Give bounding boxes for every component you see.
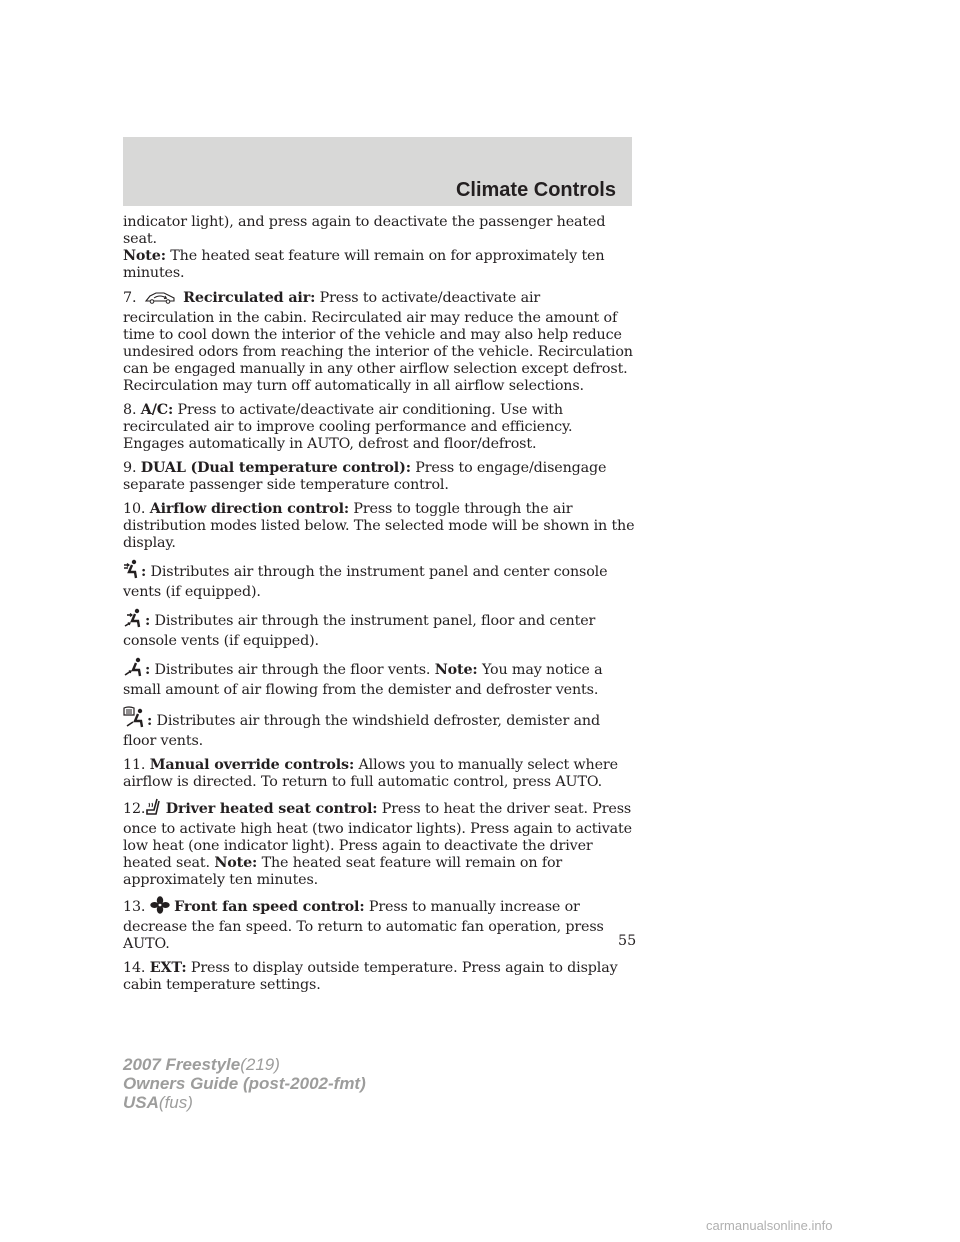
list-item-14	[123, 960, 635, 994]
item-number: 11.	[123, 757, 146, 773]
item-title: Manual override controls:	[149, 757, 355, 773]
list-item-12	[123, 798, 635, 889]
item-text: Press to heat the driver seat. Press once to activate high heat (two indicator lights). Press again to activate low heat (one indicator light). Press again to deactivate the driver heated seat.	[123, 801, 632, 871]
mode-colon: :	[145, 613, 151, 629]
mode-colon: :	[141, 564, 147, 580]
note-text: The heated seat feature will remain on for approximately ten minutes.	[123, 855, 563, 888]
watermark: carmanualsonline.info	[706, 1218, 833, 1233]
recirculated-air-icon	[141, 289, 179, 310]
item-title: Recirculated air:	[183, 290, 316, 306]
panel-floor-mode-icon	[123, 608, 145, 633]
item-text: Press to activate/deactivate air recirculation in the cabin. Recirculated air may reduce the amount of time to cool down the interior of the vehicle and may also help reduce undesired odors from reaching the interior of the vehicle. Recirculation can be engaged manually in any other airflow selection except defrost. Recirculation may turn off automatically in all airflow selections.	[123, 290, 633, 394]
mode-text: Distributes air through the floor vents.	[154, 662, 431, 678]
note-text: The heated seat feature will remain on for approximately ten minutes.	[123, 248, 605, 281]
item-text: Press to display outside temperature. Press again to display cabin temperature settings.	[123, 960, 618, 993]
footer-market: USA	[123, 1093, 159, 1112]
note-label: Note:	[214, 855, 258, 871]
item-text: Press to toggle through the air distribution modes listed below. The selected mode will be shown in the display.	[123, 501, 635, 551]
panel-vent-mode-icon	[123, 559, 141, 584]
item-number: 9.	[123, 460, 137, 476]
body-text	[123, 214, 635, 1001]
footer-model: 2007 Freestyle	[123, 1055, 241, 1074]
item-text: Press to activate/deactivate air conditioning. Use with recirculated air to improve cooling performance and efficiency. Engages automatically in AUTO, defrost and floor/defrost.	[123, 402, 573, 452]
footer-line-3	[123, 1093, 366, 1112]
item-title: Driver heated seat control:	[165, 801, 378, 817]
list-item-7	[123, 289, 635, 395]
item-title: A/C:	[140, 402, 174, 418]
list-item-9	[123, 460, 635, 494]
list-item-8	[123, 402, 635, 453]
mode-text: Distributes air through the windshield defroster, demister and floor vents.	[123, 713, 600, 749]
intro-text: indicator light), and press again to deactivate the passenger heated seat.	[123, 214, 606, 247]
item-title: Airflow direction control:	[149, 501, 349, 517]
mode-text: Distributes air through the instrument panel, floor and center console vents (if equipped).	[123, 613, 596, 649]
floor-mode-icon	[123, 657, 145, 682]
footer-line-1	[123, 1055, 366, 1074]
mode-text: Distributes air through the instrument panel and center console vents (if equipped).	[123, 564, 608, 600]
note-label: Note:	[123, 248, 166, 264]
footer-line-2	[123, 1074, 366, 1093]
item-text: Press to manually increase or decrease the fan speed. To return to automatic fan operation, press AUTO.	[123, 899, 604, 952]
footer	[123, 1055, 366, 1112]
item-number: 14.	[123, 960, 146, 976]
heated-seat-icon	[145, 798, 161, 821]
item-title: EXT:	[149, 960, 187, 976]
header-band	[123, 137, 632, 206]
mode-colon: :	[145, 662, 151, 678]
mode-colon: :	[147, 713, 153, 729]
item-title: Front fan speed control:	[174, 899, 365, 915]
item-text: Press to engage/disengage separate passenger side temperature control.	[123, 460, 607, 493]
mode-panel	[123, 559, 635, 601]
mode-floor	[123, 657, 635, 699]
list-item-10	[123, 501, 635, 552]
item-text: Allows you to manually select where airflow is directed. To return to full automatic control, press AUTO.	[123, 757, 618, 790]
list-item-11	[123, 757, 635, 791]
note-text: You may notice a small amount of air flowing from the demister and defroster vents.	[123, 662, 603, 698]
fan-icon	[150, 896, 170, 919]
footer-model-code: (219)	[240, 1055, 280, 1074]
item-title: DUAL (Dual temperature control):	[140, 460, 411, 476]
page-number: 55	[618, 933, 637, 949]
floor-defrost-mode-icon	[123, 706, 147, 733]
item-number: 12.	[123, 801, 146, 817]
list-item-13	[123, 896, 635, 953]
footer-guide: Owners Guide (post-2002-fmt)	[123, 1074, 366, 1093]
item-number: 7.	[123, 290, 137, 306]
footer-market-code: (fus)	[158, 1093, 193, 1112]
mode-floor-defrost	[123, 706, 635, 750]
intro-paragraph	[123, 214, 635, 282]
note-label: Note:	[434, 662, 478, 678]
item-number: 10.	[123, 501, 146, 517]
item-number: 8.	[123, 402, 137, 418]
section-title: Climate Controls	[455, 179, 616, 201]
mode-panel-floor	[123, 608, 635, 650]
item-number: 13.	[123, 899, 146, 915]
